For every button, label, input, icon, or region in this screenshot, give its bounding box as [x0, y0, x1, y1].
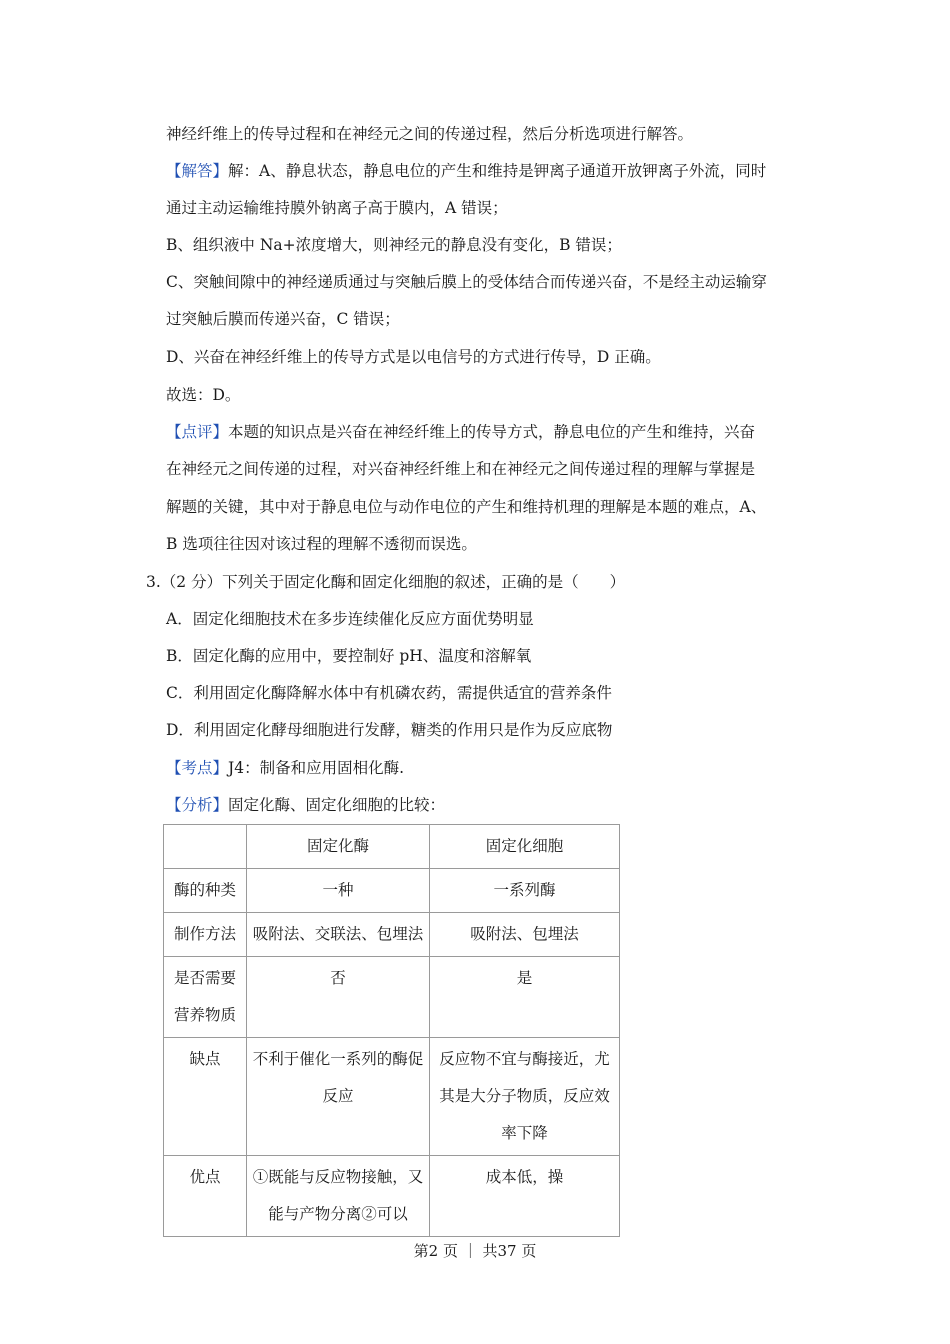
- table-cell: 一系列酶: [430, 869, 620, 913]
- table-cell: 优点: [164, 1156, 247, 1237]
- table-row: [164, 913, 620, 957]
- kaodian-line: [166, 757, 404, 779]
- table-row: [164, 869, 620, 913]
- answer-tag: 【解答】: [166, 162, 229, 180]
- table-header-cell: 固定化细胞: [430, 825, 620, 869]
- table-cell: 反应物不宜与酶接近，尤其是大分子物质，反应效率下降: [430, 1038, 620, 1156]
- text-line: 解题的关键，其中对于静息电位与动作电位的产生和维持机理的理解是本题的难点，A、: [166, 498, 767, 516]
- table-cell: 否: [247, 957, 430, 1038]
- text-line: 过突触后膜而传递兴奋，C 错误；: [166, 310, 400, 328]
- kaodian-text: J4：制备和应用固相化酶.: [228, 759, 405, 777]
- text-line: 在神经元之间传递的过程，对兴奋神经纤维上和在神经元之间传递过程的理解与掌握是: [166, 460, 756, 478]
- text-line: 故选：D。: [166, 386, 241, 404]
- fenxi-line: [166, 794, 445, 816]
- table-row: [164, 1156, 620, 1237]
- table-cell: 成本低，操: [430, 1156, 620, 1237]
- table-cell: 一种: [247, 869, 430, 913]
- comparison-table: [163, 824, 620, 1237]
- text-line: C、突触间隙中的神经递质通过与突触后膜上的受体结合而传递兴奋，不是经主动运输穿: [166, 273, 767, 291]
- table-cell: 吸附法、包埋法: [430, 913, 620, 957]
- table-row: [164, 957, 620, 1038]
- table-cell: 酶的种类: [164, 869, 247, 913]
- fenxi-tag: 【分析】: [166, 796, 229, 814]
- table-row: [164, 1038, 620, 1156]
- option-d: D．利用固定化酵母细胞进行发酵，糖类的作用只是作为反应底物: [166, 721, 613, 739]
- comment-line: [166, 421, 755, 443]
- table-cell: 是否需要营养物质: [164, 957, 247, 1038]
- text-line: D、兴奋在神经纤维上的传导方式是以电信号的方式进行传导，D 正确。: [166, 348, 661, 366]
- comment-text: 本题的知识点是兴奋在神经纤维上的传导方式，静息电位的产生和维持，兴奋: [228, 423, 756, 441]
- table-cell: 不利于催化一系列的酶促反应: [247, 1038, 430, 1156]
- option-a: A．固定化细胞技术在多步连续催化反应方面优势明显: [166, 610, 534, 628]
- text-line: 神经纤维上的传导过程和在神经元之间的传递过程，然后分析选项进行解答。: [166, 125, 694, 143]
- table-header-cell: 固定化酶: [247, 825, 430, 869]
- page-footer: 第2 页 ｜ 共37 页: [413, 1242, 537, 1260]
- fenxi-text: 固定化酶、固定化细胞的比较：: [228, 796, 446, 814]
- answer-text: 解：A、静息状态，静息电位的产生和维持是钾离子通道开放钾离子外流，同时: [228, 162, 767, 180]
- table-cell: 吸附法、交联法、包埋法: [247, 913, 430, 957]
- answer-line: [166, 160, 766, 182]
- kaodian-tag: 【考点】: [166, 759, 229, 777]
- option-c: C．利用固定化酶降解水体中有机磷农药，需提供适宜的营养条件: [166, 684, 612, 702]
- table-cell: 是: [430, 957, 620, 1038]
- comment-tag: 【点评】: [166, 423, 229, 441]
- table-cell: ①既能与反应物接触，又能与产物分离②可以: [247, 1156, 430, 1237]
- table-header-cell: [164, 825, 247, 869]
- table-header-row: [164, 825, 620, 869]
- table-cell: 制作方法: [164, 913, 247, 957]
- question-stem: 3.（2 分）下列关于固定化酶和固定化细胞的叙述，正确的是（ ）: [146, 573, 626, 591]
- text-line: B、组织液中 Na+浓度增大，则神经元的静息没有变化，B 错误；: [166, 236, 622, 254]
- option-b: B．固定化酶的应用中，要控制好 pH、温度和溶解氧: [166, 647, 532, 665]
- text-line: 通过主动运输维持膜外钠离子高于膜内，A 错误；: [166, 199, 508, 217]
- table-cell: 缺点: [164, 1038, 247, 1156]
- text-line: B 选项往往因对该过程的理解不透彻而误选。: [166, 535, 477, 553]
